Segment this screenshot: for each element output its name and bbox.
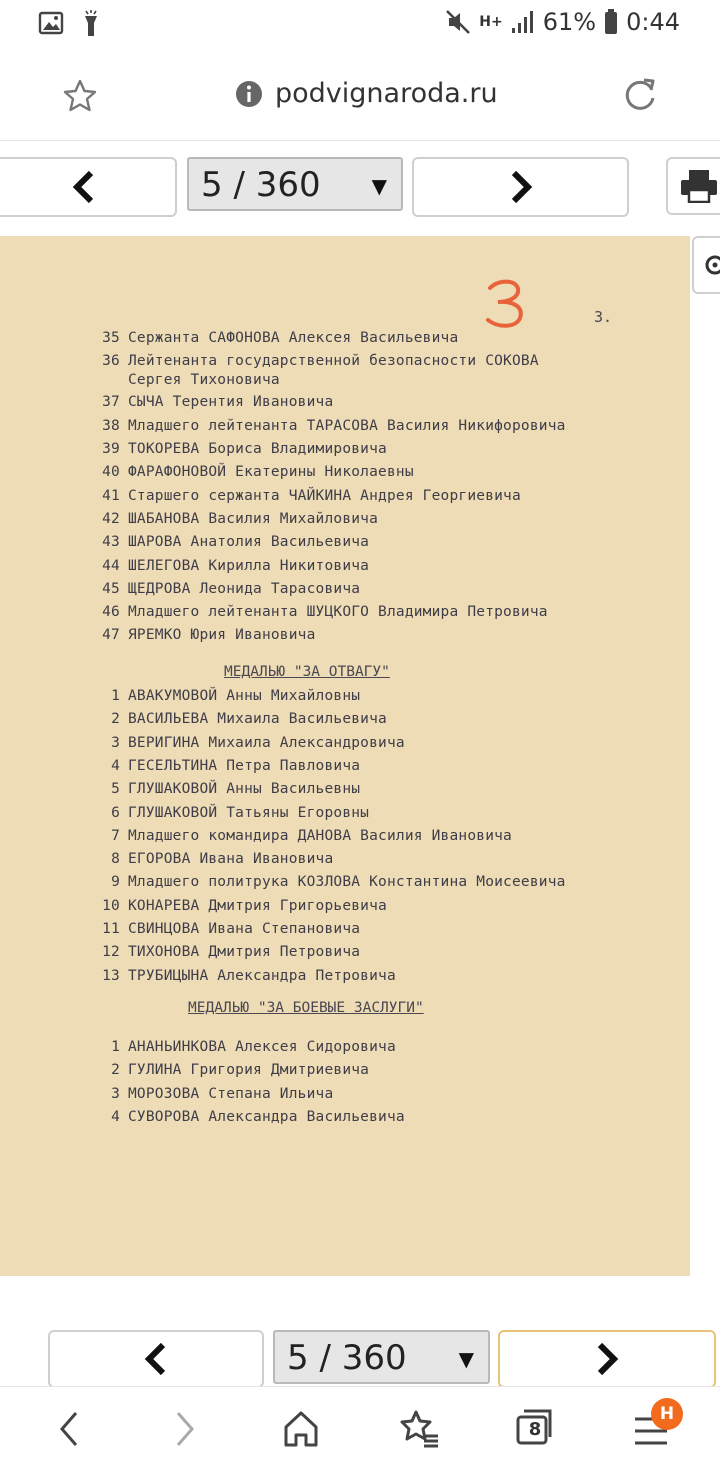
entry-number: 38 — [102, 418, 120, 434]
chevron-right-icon — [508, 170, 534, 204]
entry-text: Старшего сержанта ЧАЙКИНА Андрея Георгиевича — [128, 488, 521, 504]
mute-icon — [445, 9, 471, 35]
section-heading-courage: МЕДАЛЬЮ "ЗА ОТВАГУ" — [224, 664, 390, 680]
entry-number: 12 — [102, 944, 120, 960]
flashlight-icon — [82, 10, 100, 38]
document-entry — [98, 1109, 405, 1125]
entry-number: 2 — [111, 711, 120, 727]
entry-text: ФАРАФОНОВОЙ Екатерины Николаевны — [128, 464, 414, 480]
entry-number: 2 — [111, 1062, 120, 1078]
entry-number: 1 — [111, 688, 120, 704]
entry-text: ТОКОРЕВА Бориса Владимировича — [128, 441, 387, 457]
bookmarks-icon[interactable] — [398, 1409, 440, 1449]
entry-text: Младшего лейтенанта ШУЦКОГО Владимира Петровича — [128, 604, 548, 620]
document-entry — [98, 1039, 396, 1055]
next-page-button-bottom[interactable] — [498, 1330, 716, 1388]
document-entry — [98, 1086, 333, 1102]
document-entry — [98, 604, 548, 620]
entry-text: АВАКУМОВОЙ Анны Михайловны — [128, 688, 361, 704]
home-icon[interactable] — [282, 1409, 320, 1449]
entry-number: 35 — [102, 330, 120, 346]
entry-text: ЕГОРОВА Ивана Ивановича — [128, 851, 334, 867]
entry-text: Сержанта САФОНОВА Алексея Васильевича — [128, 330, 459, 346]
status-bar — [0, 0, 720, 50]
entry-number: 9 — [111, 874, 120, 890]
entry-number: 4 — [111, 1109, 120, 1125]
entry-text: Младшего лейтенанта ТАРАСОВА Василия Никифоровича — [128, 418, 566, 434]
document-entry — [98, 441, 387, 457]
document-entry — [98, 627, 316, 643]
entry-number: 44 — [102, 558, 120, 574]
document-entry — [98, 898, 387, 914]
image-notification-icon — [38, 10, 64, 36]
page-select-top[interactable] — [187, 157, 403, 211]
entry-number: 8 — [111, 851, 120, 867]
url-domain: podvignaroda.ru — [275, 78, 498, 109]
document-entry — [98, 735, 405, 751]
tabs-button[interactable] — [514, 1407, 554, 1447]
entry-text: Младшего политрука КОЗЛОВА Константина Моисеевича — [128, 874, 566, 890]
document-entry — [98, 418, 566, 434]
entry-number: 13 — [102, 968, 120, 984]
entry-number: 5 — [111, 781, 120, 797]
entry-number: 10 — [102, 898, 120, 914]
entry-number: 37 — [102, 394, 120, 410]
document-entry — [98, 558, 369, 574]
battery-icon — [604, 9, 618, 35]
entry-number: 47 — [102, 627, 120, 643]
address-bar — [0, 50, 720, 141]
document-entry — [98, 488, 521, 504]
entry-text: СВИНЦОВА Ивана Степановича — [128, 921, 361, 937]
entry-number: 42 — [102, 511, 120, 527]
entry-number: 3 — [111, 1086, 120, 1102]
entry-text: Лейтенанта государственной безопасности СОКОВА — [128, 353, 539, 369]
document-entry — [98, 511, 378, 527]
entry-text: ГЛУШАКОВОЙ Татьяны Егоровны — [128, 805, 370, 821]
browser-bottom-nav — [0, 1386, 720, 1481]
chevron-right-icon — [594, 1342, 620, 1376]
tabs-count: 8 — [528, 1419, 542, 1440]
entry-number: 36 — [102, 353, 120, 369]
next-page-button-top[interactable] — [412, 157, 629, 217]
document-entry — [98, 1062, 369, 1078]
zoom-icon — [704, 254, 720, 276]
entry-number: 45 — [102, 581, 120, 597]
prev-page-button-bottom[interactable] — [48, 1330, 264, 1388]
document-entry — [98, 581, 360, 597]
entry-number: 41 — [102, 488, 120, 504]
document-entry — [98, 534, 369, 550]
entry-text: СЫЧА Терентия Ивановича — [128, 394, 334, 410]
document-entry — [98, 851, 333, 867]
page-select-value: 5 / 360 — [287, 1338, 407, 1378]
entry-text: ГУЛИНА Григория Дмитриевича — [128, 1062, 370, 1078]
document-entry — [98, 874, 566, 890]
document-scan — [0, 236, 690, 1276]
document-entry — [98, 921, 360, 937]
entry-text: Младшего командира ДАНОВА Василия Ивановича — [128, 828, 512, 844]
entry-number: 6 — [111, 805, 120, 821]
entry-text: ВЕРИГИНА Михаила Александровича — [128, 735, 405, 751]
entry-text: АНАНЬИНКОВА Алексея Сидоровича — [128, 1039, 396, 1055]
dropdown-arrow-icon: ▼ — [371, 174, 387, 198]
document-entry — [98, 353, 539, 369]
printer-icon — [680, 169, 718, 203]
entry-text: ГЕСЕЛЬТИНА Петра Павловича — [128, 758, 361, 774]
prev-page-button-top[interactable] — [0, 157, 177, 217]
forward-icon[interactable] — [172, 1409, 198, 1449]
entry-number: 11 — [102, 921, 120, 937]
document-entry — [98, 968, 396, 984]
entry-text: ЯРЕМКО Юрия Ивановича — [128, 627, 316, 643]
document-entry — [98, 464, 414, 480]
entry-text: МОРОЗОВА Степана Ильича — [128, 1086, 334, 1102]
document-entry — [98, 688, 360, 704]
entry-text: ГЛУШАКОВОЙ Анны Васильевны — [128, 781, 361, 797]
document-entry — [98, 394, 333, 410]
print-button[interactable] — [666, 157, 720, 215]
signal-icon — [511, 10, 535, 34]
entry-text: ШАБАНОВА Василия Михайловича — [128, 511, 379, 527]
clock: 0:44 — [626, 8, 680, 36]
document-entry — [98, 805, 369, 821]
entry-text: СУВОРОВА Александра Васильевича — [128, 1109, 405, 1125]
page-select-bottom[interactable] — [273, 1330, 490, 1384]
entry-text: Сергея Тихоновича — [128, 372, 280, 388]
entry-text: ШЕЛЕГОВА Кирилла Никитовича — [128, 558, 370, 574]
bookmark-star-icon[interactable] — [62, 78, 98, 114]
url-display[interactable] — [235, 78, 498, 109]
reload-icon[interactable] — [620, 76, 660, 116]
info-icon[interactable] — [235, 80, 263, 108]
entry-text: ТИХОНОВА Дмитрия Петровича — [128, 944, 361, 960]
entry-number: 43 — [102, 534, 120, 550]
document-entry — [98, 330, 458, 346]
entry-number: 39 — [102, 441, 120, 457]
entry-number: 3 — [111, 735, 120, 751]
battery-percent: 61% — [542, 8, 597, 36]
section-heading-merit: МЕДАЛЬЮ "ЗА БОЕВЫЕ ЗАСЛУГИ" — [188, 1000, 424, 1016]
entry-text: ТРУБИЦЫНА Александра Петровича — [128, 968, 396, 984]
dropdown-arrow-icon: ▼ — [458, 1347, 474, 1371]
document-entry — [98, 781, 360, 797]
zoom-tab[interactable] — [692, 236, 720, 294]
document-entry — [98, 828, 512, 844]
document-entry — [98, 372, 280, 388]
entry-text: ЩЕДРОВА Леонида Тарасовича — [128, 581, 361, 597]
network-type: H+ — [479, 14, 503, 30]
entry-text: ВАСИЛЬЕВА Михаила Васильевича — [128, 711, 387, 727]
document-entry — [98, 758, 360, 774]
page-number: 3. — [594, 308, 613, 326]
handwritten-page-mark — [478, 274, 538, 334]
back-icon[interactable] — [56, 1409, 82, 1449]
entry-number: 7 — [111, 828, 120, 844]
document-entry — [98, 944, 360, 960]
entry-number: 40 — [102, 464, 120, 480]
entry-number: 1 — [111, 1039, 120, 1055]
entry-number: 46 — [102, 604, 120, 620]
page-select-value: 5 / 360 — [201, 165, 321, 205]
entry-number: 4 — [111, 758, 120, 774]
entry-text: КОНАРЕВА Дмитрия Григорьевича — [128, 898, 387, 914]
chevron-left-icon — [71, 170, 97, 204]
entry-text: ШАРОВА Анатолия Васильевича — [128, 534, 370, 550]
chevron-left-icon — [143, 1342, 169, 1376]
document-entry — [98, 711, 387, 727]
menu-notification-badge: H — [651, 1398, 683, 1430]
